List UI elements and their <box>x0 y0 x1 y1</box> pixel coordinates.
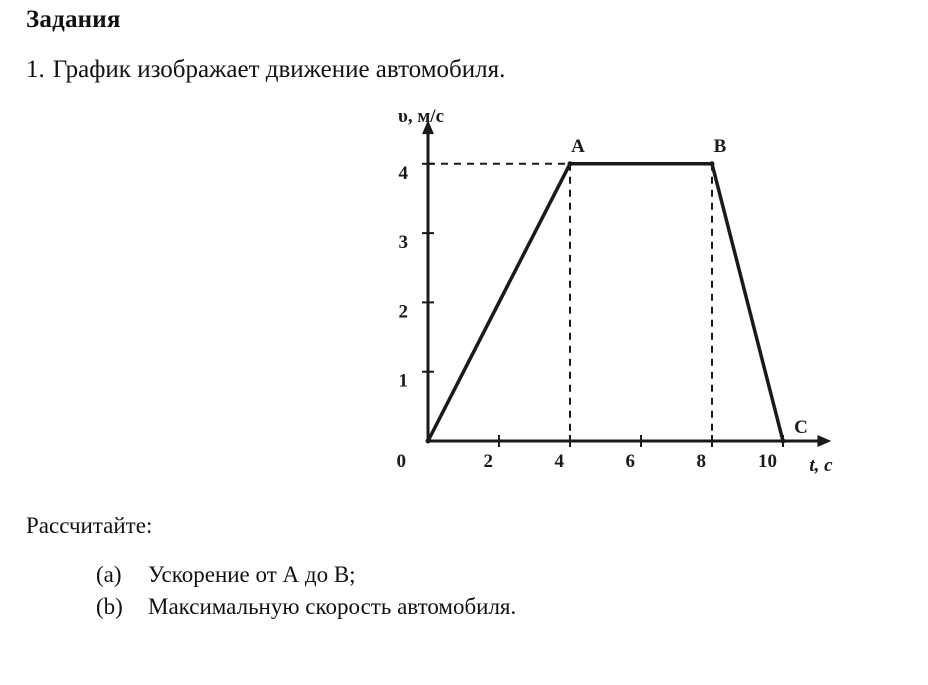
section-heading: Задания <box>26 6 121 33</box>
y-tick-label: 2 <box>398 301 408 323</box>
point-label: B <box>713 135 727 157</box>
question-b <box>96 594 516 620</box>
x-tick-label: 0 <box>396 451 406 472</box>
question-a-text: Ускорение от А до В; <box>148 562 356 587</box>
series-segment <box>428 164 570 441</box>
data-point <box>426 439 431 444</box>
task-number: 1. <box>26 56 45 83</box>
x-tick-label: 6 <box>625 451 635 472</box>
x-axis-arrow <box>817 435 831 447</box>
y-tick-label: 4 <box>398 162 408 184</box>
y-tick-label: 3 <box>398 232 408 254</box>
x-tick-label: 2 <box>483 451 493 472</box>
question-a <box>96 562 356 588</box>
x-tick-label: 4 <box>554 451 564 472</box>
calculate-label: Рассчитайте: <box>26 513 153 538</box>
x-tick-label: 8 <box>696 451 706 472</box>
data-point <box>781 439 786 444</box>
axes-layer <box>422 120 831 447</box>
series-layer <box>426 161 786 443</box>
data-point <box>568 161 573 166</box>
y-tick-label: 1 <box>398 370 408 392</box>
question-b-text: Максимальную скорость автомобиля. <box>148 594 517 619</box>
point-label: A <box>571 135 585 157</box>
series-segment <box>712 164 783 441</box>
data-point <box>710 161 715 166</box>
x-tick-label: 10 <box>758 451 777 472</box>
point-label: C <box>794 417 808 438</box>
task-text: График изображает движение автомобиля. <box>52 56 506 83</box>
question-a-marker: (a) <box>96 562 122 587</box>
x-axis-title: t, с <box>809 455 833 476</box>
y-axis-title: υ, м/с <box>398 106 445 128</box>
guides-layer <box>428 164 712 441</box>
question-b-marker: (b) <box>96 594 123 619</box>
labels-layer <box>397 106 834 476</box>
